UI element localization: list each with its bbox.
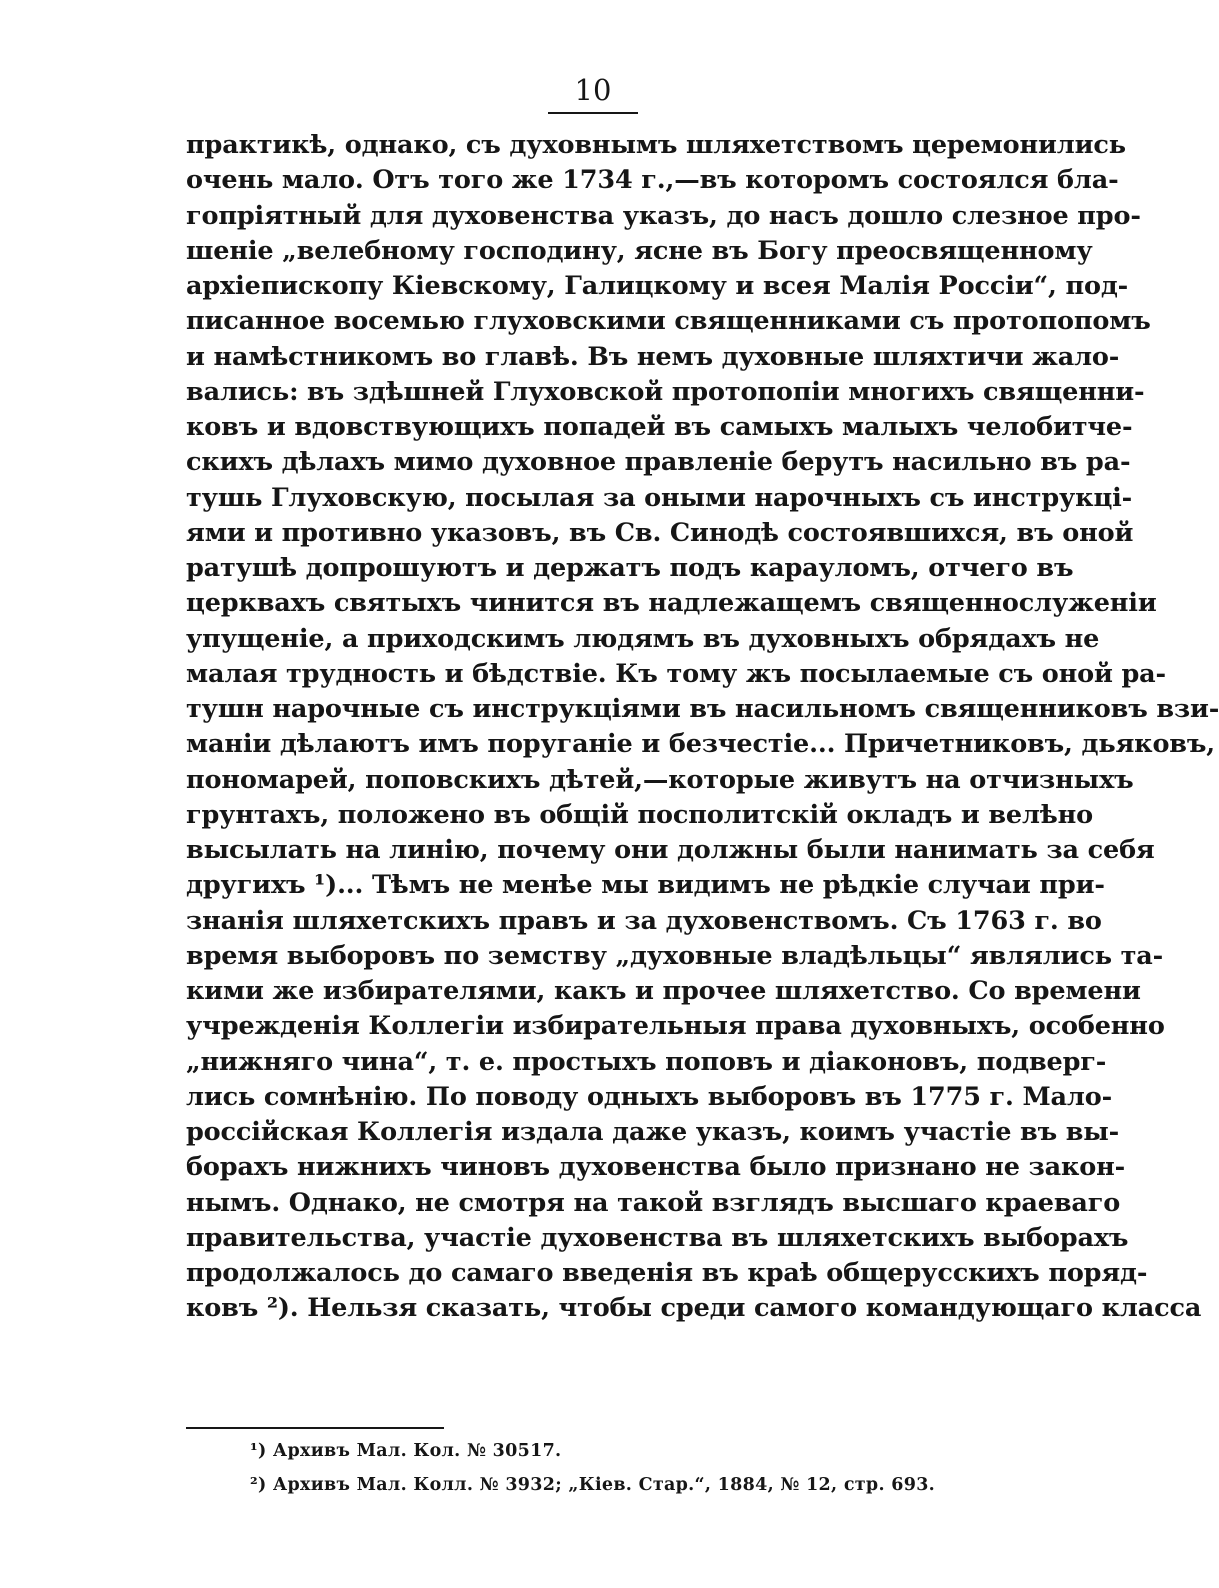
body-line: высылать на линію, почему они должны были нанимать за себя xyxy=(186,835,1155,865)
body-line: архіепископу Кіевскому, Галицкому и всея Малія Россіи“, под- xyxy=(186,271,1129,301)
body-line: тушн нарочные съ инструкціями въ насильномъ священниковъ взи- xyxy=(186,694,1219,724)
body-line: шеніе „велебному господину, ясне въ Богу преосвященному xyxy=(186,235,1093,266)
body-line: правительства, участіе духовенства въ шляхетскихъ выборахъ xyxy=(186,1222,1129,1253)
body-line: продолжалось до самаго введенія въ краѣ общерусскихъ поряд- xyxy=(186,1258,1148,1288)
body-line: скихъ дѣлахъ мимо духовное правленіе берутъ насильно въ ра- xyxy=(186,447,1131,478)
body-line: ковъ ²). Нельзя сказать, чтобы среди самого командующаго класса xyxy=(186,1293,1202,1324)
body-line: вались: въ здѣшней Глуховской протопопіи многихъ священни- xyxy=(186,376,1145,407)
body-line: маніи дѣлаютъ имъ поруганіе и безчестіе... Причетниковъ, дьяковъ, xyxy=(186,729,1216,760)
body-line: ковъ и вдовствующихъ попадей въ самыхъ малыхъ челобитче- xyxy=(186,412,1133,442)
page-number: 10 xyxy=(574,73,612,107)
body-line: упущеніе, а приходскимъ людямъ въ духовныхъ обрядахъ не xyxy=(186,623,1100,654)
body-line: практикѣ, однако, съ духовнымъ шляхетствомъ церемонились xyxy=(186,130,1126,160)
body-line: знанія шляхетскихъ правъ и за духовенствомъ. Съ 1763 г. во xyxy=(186,905,1102,936)
body-line: нымъ. Однако, не смотря на такой взглядъ высшаго краеваго xyxy=(186,1187,1121,1218)
body-line: время выборовъ по земству „духовные владѣльцы“ являлись та- xyxy=(186,940,1164,971)
body-text xyxy=(186,128,1219,1327)
page-number-rule xyxy=(548,112,638,114)
body-line: и намѣстникомъ во главѣ. Въ немъ духовные шляхтичи жало- xyxy=(186,341,1120,372)
footnote: ²) Архивъ Мал. Колл. № 3932; „Кіев. Стар.“, 1884, № 12, стр. 693. xyxy=(250,1475,936,1495)
body-line: „нижняго чина“, т. е. простыхъ поповъ и діаконовъ, подверг- xyxy=(186,1046,1107,1077)
body-line: кими же избирателями, какъ и прочее шляхетство. Со времени xyxy=(186,976,1141,1006)
body-line: грунтахъ, положено въ общій посполитскій окладъ и велѣно xyxy=(186,799,1093,830)
body-line: ями и противно указовъ, въ Св. Синодѣ состоявшихся, въ оной xyxy=(186,517,1134,548)
body-line: учрежденія Коллегіи избирательныя права духовныхъ, особенно xyxy=(186,1011,1165,1042)
footnote: ¹) Архивъ Мал. Кол. № 30517. xyxy=(250,1441,562,1461)
body-line: тушь Глуховскую, посылая за оными нарочныхъ съ инструкці- xyxy=(186,482,1133,513)
body-line: другихъ ¹)... Тѣмъ не менѣе мы видимъ не рѣдкіе случаи при- xyxy=(186,870,1105,901)
body-line: лись сомнѣнію. По поводу одныхъ выборовъ въ 1775 г. Мало- xyxy=(186,1081,1113,1112)
body-line: гопріятный для духовенства указъ, до насъ дошло слезное про- xyxy=(186,200,1141,231)
body-line: россійская Коллегія издала даже указъ, коимъ участіе въ вы- xyxy=(186,1117,1120,1147)
body-line: малая трудность и бѣдствіе. Къ тому жъ посылаемые съ оной ра- xyxy=(186,658,1166,689)
footnote-separator xyxy=(186,1427,444,1429)
body-line: борахъ нижнихъ чиновъ духовенства было признано не закон- xyxy=(186,1152,1126,1183)
footnotes xyxy=(250,1434,950,1502)
body-line: писанное восемью глуховскими священниками съ протопопомъ xyxy=(186,306,1151,337)
body-line: церквахъ святыхъ чинится въ надлежащемъ священнослуженіи xyxy=(186,588,1157,619)
body-line: ратушѣ допрошуютъ и держатъ подъ карауломъ, отчего въ xyxy=(186,553,1074,583)
body-line: очень мало. Отъ того же 1734 г.,—въ которомъ состоялся бла- xyxy=(186,165,1119,196)
body-line: пономарей, поповскихъ дѣтей,—которые живутъ на отчизныхъ xyxy=(186,764,1134,795)
